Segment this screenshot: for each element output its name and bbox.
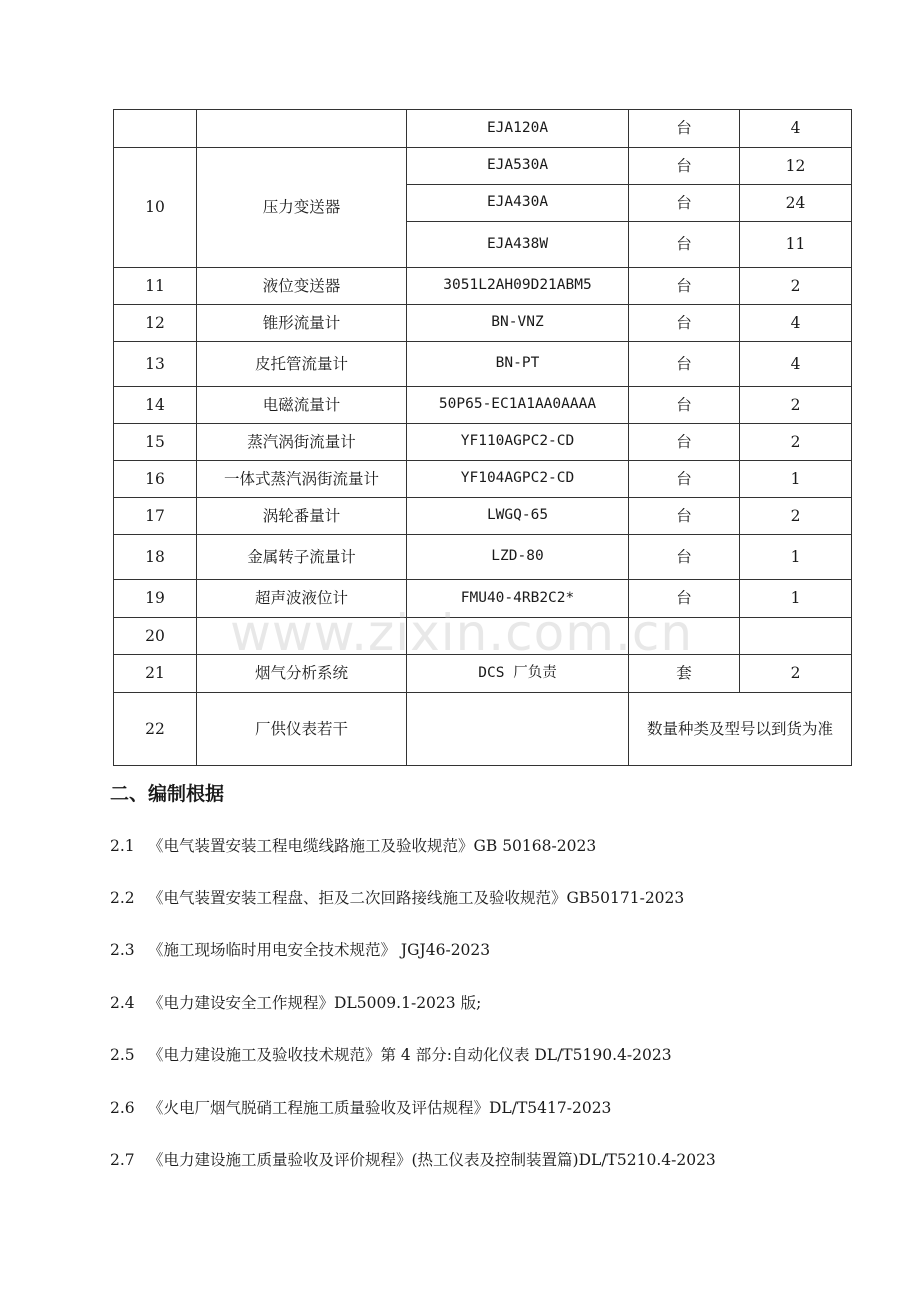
table-row	[114, 268, 852, 305]
unit-cell: 台	[629, 185, 740, 222]
item-text: 《施工现场临时用电安全技术规范》 JGJ46-2023	[148, 941, 491, 959]
quantity-cell: 2	[740, 268, 852, 305]
row-number-cell: 10	[114, 148, 197, 268]
model-cell	[407, 693, 629, 766]
model-cell: BN-VNZ	[407, 305, 629, 342]
model-cell: EJA430A	[407, 185, 629, 222]
quantity-cell: 2	[740, 424, 852, 461]
quantity-cell: 2	[740, 498, 852, 535]
list-item	[110, 938, 490, 960]
unit-cell: 套	[629, 655, 740, 693]
table-row	[114, 305, 852, 342]
row-number-cell: 15	[114, 424, 197, 461]
table-row	[114, 655, 852, 693]
device-name-cell: 烟气分析系统	[197, 655, 407, 693]
section-title: 二、编制根据	[110, 783, 225, 805]
item-text: 《电气装置安装工程电缆线路施工及验收规范》GB 50168-2023	[148, 837, 597, 855]
item-text: 《电力建设安全工作规程》DL5009.1-2023 版;	[148, 994, 482, 1012]
unit-cell: 台	[629, 110, 740, 148]
row-number-cell: 17	[114, 498, 197, 535]
model-cell: EJA120A	[407, 110, 629, 148]
quantity-cell: 4	[740, 110, 852, 148]
quantity-cell: 4	[740, 305, 852, 342]
model-cell: YF104AGPC2-CD	[407, 461, 629, 498]
note-cell: 数量种类及型号以到货为准	[629, 693, 852, 766]
list-item	[110, 834, 596, 856]
item-number: 2.1	[110, 837, 135, 855]
quantity-cell: 1	[740, 535, 852, 580]
table-row	[114, 535, 852, 580]
row-number-cell: 22	[114, 693, 197, 766]
unit-cell: 台	[629, 305, 740, 342]
model-cell: EJA438W	[407, 222, 629, 268]
table-row	[114, 110, 852, 148]
item-text: 《火电厂烟气脱硝工程施工质量验收及评估规程》DL/T5417-2023	[148, 1099, 612, 1117]
unit-cell: 台	[629, 424, 740, 461]
table-row	[114, 387, 852, 424]
quantity-cell: 1	[740, 461, 852, 498]
unit-cell: 台	[629, 535, 740, 580]
model-cell: 50P65-EC1A1AA0AAAA	[407, 387, 629, 424]
model-cell: LZD-80	[407, 535, 629, 580]
item-text: 《电气装置安装工程盘、拒及二次回路接线施工及验收规范》GB50171-2023	[148, 889, 685, 907]
unit-cell: 台	[629, 580, 740, 618]
row-number-cell: 11	[114, 268, 197, 305]
table-row	[114, 498, 852, 535]
row-number-cell: 20	[114, 618, 197, 655]
unit-cell	[629, 618, 740, 655]
unit-cell: 台	[629, 498, 740, 535]
item-number: 2.4	[110, 994, 135, 1012]
row-number-cell: 19	[114, 580, 197, 618]
table-row	[114, 580, 852, 618]
device-name-cell: 金属转子流量计	[197, 535, 407, 580]
model-cell: YF110AGPC2-CD	[407, 424, 629, 461]
model-cell: DCS 厂负责	[407, 655, 629, 693]
row-number-cell	[114, 110, 197, 148]
device-name-cell: 锥形流量计	[197, 305, 407, 342]
device-name-cell	[197, 110, 407, 148]
device-name-cell	[197, 618, 407, 655]
quantity-cell: 1	[740, 580, 852, 618]
watermark: www.zixin.com.cn	[230, 604, 694, 662]
model-cell: BN-PT	[407, 342, 629, 387]
model-cell: LWGQ-65	[407, 498, 629, 535]
item-number: 2.6	[110, 1099, 135, 1117]
device-name-cell: 蒸汽涡街流量计	[197, 424, 407, 461]
table-row	[114, 618, 852, 655]
item-text: 《电力建设施工及验收技术规范》第 4 部分:自动化仪表 DL/T5190.4-2023	[148, 1046, 672, 1064]
item-number: 2.2	[110, 889, 135, 907]
row-number-cell: 14	[114, 387, 197, 424]
device-name-cell: 超声波液位计	[197, 580, 407, 618]
device-name-cell: 涡轮番量计	[197, 498, 407, 535]
model-cell: EJA530A	[407, 148, 629, 185]
item-text: 《电力建设施工质量验收及评价规程》(热工仪表及控制装置篇)DL/T5210.4-2023	[148, 1151, 716, 1169]
table-row	[114, 342, 852, 387]
list-item	[110, 886, 684, 908]
quantity-cell: 4	[740, 342, 852, 387]
row-number-cell: 13	[114, 342, 197, 387]
list-item	[110, 1096, 611, 1118]
quantity-cell: 11	[740, 222, 852, 268]
unit-cell: 台	[629, 222, 740, 268]
list-item	[110, 1148, 716, 1170]
device-name-cell: 电磁流量计	[197, 387, 407, 424]
quantity-cell: 12	[740, 148, 852, 185]
table-row	[114, 148, 852, 185]
device-name-cell: 压力变送器	[197, 148, 407, 268]
quantity-cell: 24	[740, 185, 852, 222]
row-number-cell: 12	[114, 305, 197, 342]
device-name-cell: 皮托管流量计	[197, 342, 407, 387]
row-number-cell: 18	[114, 535, 197, 580]
model-cell: 3051L2AH09D21ABM5	[407, 268, 629, 305]
row-number-cell: 16	[114, 461, 197, 498]
unit-cell: 台	[629, 268, 740, 305]
quantity-cell	[740, 618, 852, 655]
unit-cell: 台	[629, 342, 740, 387]
table-row	[114, 461, 852, 498]
quantity-cell: 2	[740, 387, 852, 424]
device-name-cell: 液位变送器	[197, 268, 407, 305]
quantity-cell: 2	[740, 655, 852, 693]
unit-cell: 台	[629, 148, 740, 185]
table-row	[114, 424, 852, 461]
list-item	[110, 991, 481, 1013]
unit-cell: 台	[629, 461, 740, 498]
equipment-table	[113, 109, 852, 766]
list-item	[110, 1043, 672, 1065]
row-number-cell: 21	[114, 655, 197, 693]
model-cell: FMU40-4RB2C2*	[407, 580, 629, 618]
table-row	[114, 693, 852, 766]
item-number: 2.5	[110, 1046, 135, 1064]
item-number: 2.7	[110, 1151, 135, 1169]
device-name-cell: 厂供仪表若干	[197, 693, 407, 766]
unit-cell: 台	[629, 387, 740, 424]
model-cell	[407, 618, 629, 655]
item-number: 2.3	[110, 941, 135, 959]
device-name-cell: 一体式蒸汽涡街流量计	[197, 461, 407, 498]
